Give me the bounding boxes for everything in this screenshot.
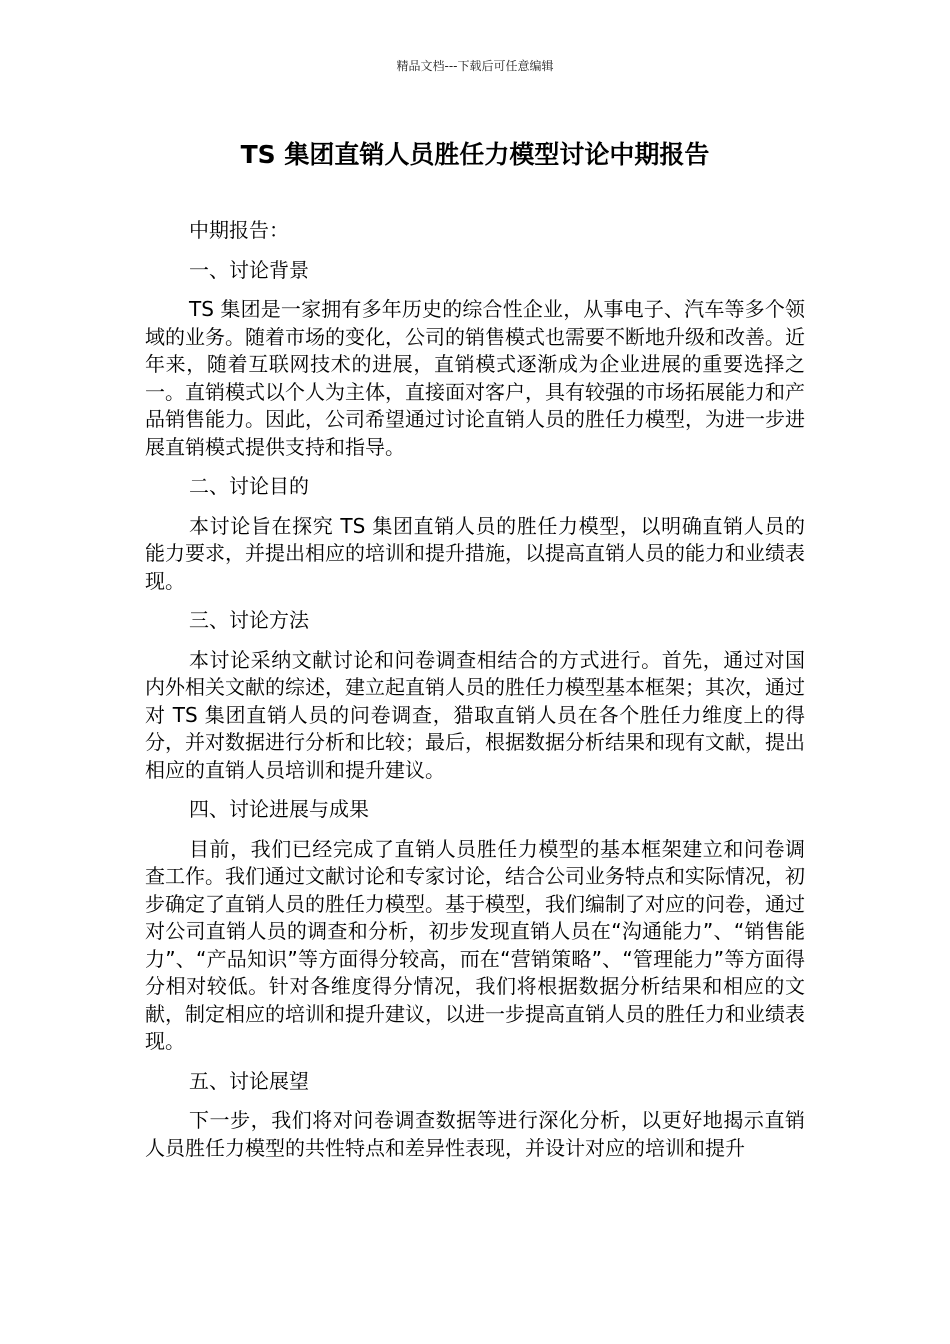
section-body-method: 本讨论采纳文献讨论和问卷调查相结合的方式进行。首先，通过对国内外相关文献的综述，建立起直销人员的胜任力模型基本框架；其次，通过对 TS 集团直销人员的问卷调查，猎取直销人员在各个胜任力维度上的得分，并对数据进行分析和比较；最后，根据数据分析结果和现有文献，提出相应的直销人员培训和提升建议。 [145, 647, 805, 782]
section-heading-purpose: 二、讨论目的 [189, 474, 309, 498]
section-heading-outlook: 五、讨论展望 [189, 1068, 309, 1093]
document-body [145, 217, 805, 1162]
section-body-purpose: 本讨论旨在探究 TS 集团直销人员的胜任力模型，以明确直销人员的能力要求，并提出相应的培训和提升措施，以提高直销人员的能力和业绩表现。 [145, 513, 805, 593]
section-body-outlook: 下一步，我们将对问卷调查数据等进行深化分析，以更好地揭示直销人员胜任力模型的共性特点和差异性表现，并设计对应的培训和提升 [145, 1108, 805, 1160]
intro-label: 中期报告： [189, 218, 289, 242]
section-heading-method: 三、讨论方法 [189, 608, 309, 632]
section-body-background: TS 集团是一家拥有多年历史的综合性企业，从事电子、汽车等多个领域的业务。随着市场的变化，公司的销售模式也需要不断地升级和改善。近年来，随着互联网技术的进展，直销模式逐渐成为企业进展的重要选择之一。直销模式以个人为主体，直接面对客户，具有较强的市场拓展能力和产品销售能力。因此，公司希望通过讨论直销人员的胜任力模型，为进一步进展直销模式提供支持和指导。 [145, 297, 805, 459]
document-title: TS 集团直销人员胜任力模型讨论中期报告 [240, 140, 710, 169]
section-heading-background: 一、讨论背景 [189, 257, 309, 282]
section-heading-progress: 四、讨论进展与成果 [189, 797, 369, 821]
page-header: 精品文档---下载后可任意编辑 [396, 59, 554, 73]
section-body-progress: 目前，我们已经完成了直销人员胜任力模型的基本框架建立和问卷调查工作。我们通过文献讨论和专家讨论，结合公司业务特点和实际情况，初步确定了直销人员的胜任力模型。基于模型，我们编制了对应的问卷，通过对公司直销人员的调查和分析，初步发现直销人员在“沟通能力”、“销售能力”、“产品知识”等方面得分较高，而在“营销策略”、“管理能力”等方面得分相对较低。针对各维度得分情况，我们将根据数据分析结果和相应的文献，制定相应的培训和提升建议，以进一步提高直销人员的胜任力和业绩表现。 [145, 836, 805, 1053]
